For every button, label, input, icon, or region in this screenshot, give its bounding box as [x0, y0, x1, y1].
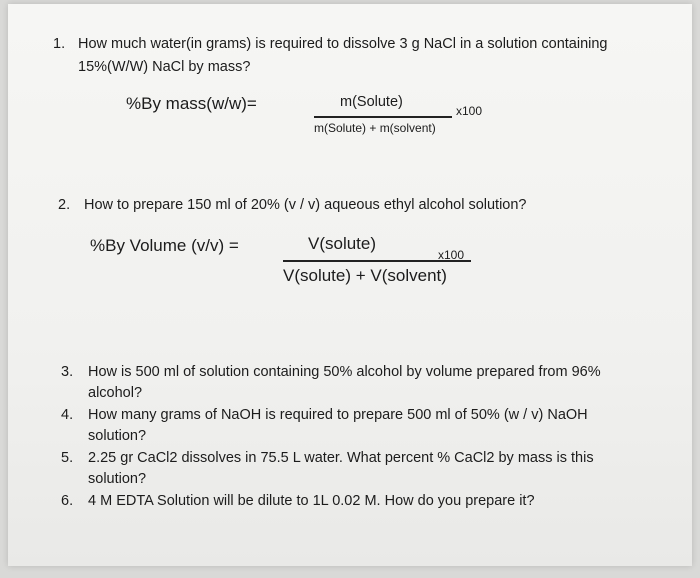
- q1-number: 1.: [53, 36, 66, 52]
- q4-text-line2: solution?: [88, 428, 147, 444]
- q1-fraction-bar: [314, 116, 452, 118]
- q2-formula-numerator: V(solute): [308, 234, 377, 253]
- q2-formula-denominator: V(solute) + V(solvent): [283, 266, 447, 285]
- q6-text-line1: 4 M EDTA Solution will be dilute to 1L 0.02 M. How do you prepare it?: [88, 493, 535, 509]
- q1-text-line2: 15%(W/W) NaCl by mass?: [78, 59, 251, 75]
- q2-formula-multiplier: x100: [438, 248, 465, 262]
- q2-formula-lhs: %By Volume (v/v) =: [90, 236, 239, 255]
- q3-text-line2: alcohol?: [88, 385, 143, 401]
- q3-number: 3.: [61, 364, 74, 380]
- q6-number: 6.: [61, 493, 74, 509]
- q1-formula-denominator: m(Solute) + m(solvent): [314, 121, 436, 135]
- q2-number: 2.: [58, 197, 71, 213]
- q5-text-line1: 2.25 gr CaCl2 dissolves in 75.5 L water. What percent % CaCl2 by mass is this: [88, 450, 594, 466]
- q2-text-line1: How to prepare 150 ml of 20% (v / v) aqueous ethyl alcohol solution?: [84, 197, 527, 213]
- q5-text-line2: solution?: [88, 471, 147, 487]
- q4-number: 4.: [61, 407, 74, 423]
- q1-text-line1: How much water(in grams) is required to dissolve 3 g NaCl in a solution containing: [78, 36, 608, 52]
- document-page: [8, 4, 692, 566]
- q1-formula-numerator: m(Solute): [340, 94, 403, 110]
- q1-formula-lhs: %By mass(w/w)=: [126, 94, 257, 113]
- q3-text-line1: How is 500 ml of solution containing 50% alcohol by volume prepared from 96%: [88, 364, 601, 380]
- q4-text-line1: How many grams of NaOH is required to prepare 500 ml of 50% (w / v) NaOH: [88, 407, 588, 423]
- q1-formula-multiplier: x100: [456, 104, 483, 118]
- q5-number: 5.: [61, 450, 74, 466]
